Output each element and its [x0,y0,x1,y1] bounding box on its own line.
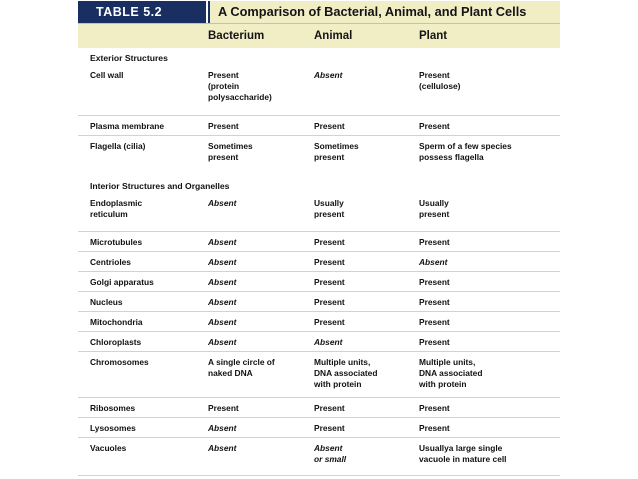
row-chloroplasts [78,331,560,352]
bacterium-cell: Absent [208,337,237,347]
row-ribosomes [78,397,560,418]
bacterium-cell: Sometimes present [208,141,253,162]
row-centrioles [78,251,560,272]
bacterium-cell: Present (protein polysaccharide) [208,70,272,102]
animal-cell: Present [314,237,345,247]
row-microtubules [78,231,560,252]
row-cell-wall [78,65,560,115]
row-label: Chromosomes [90,357,149,367]
row-label: Plasma membrane [90,121,165,131]
row-golgi-apparatus [78,271,560,292]
bacterium-cell: Present [208,403,239,413]
row-endoplasmic-reticulum [78,193,560,231]
row-label: Flagella (cilia) [90,141,146,151]
row-label: Centrioles [90,257,131,267]
table-title: A Comparison of Bacterial, Animal, and Plant Cells [208,1,560,23]
plant-cell: Usually present [419,198,450,219]
plant-cell: Present [419,317,450,327]
row-lysosomes [78,417,560,438]
row-mitochondria [78,311,560,332]
animal-cell: Present [314,121,345,131]
animal-cell: Usually present [314,198,345,219]
row-label: Nucleus [90,297,123,307]
plant-cell: Present [419,237,450,247]
row-nucleus [78,291,560,312]
row-label: Endoplasmic reticulum [90,198,143,219]
row-chromosomes [78,351,560,398]
comparison-table [78,1,560,477]
column-header-row [78,23,560,48]
row-label: Cell wall [90,70,124,80]
animal-cell: Sometimes present [314,141,359,162]
plant-cell: Absent [419,257,448,267]
bacterium-cell: Absent [208,317,237,327]
plant-cell: Present [419,337,450,347]
row-plasma-membrane [78,115,560,136]
bacterium-cell: Absent [208,237,237,247]
row-label: Golgi apparatus [90,277,154,287]
header-bacterium: Bacterium [208,30,265,42]
bacterium-cell: Absent [208,257,237,267]
row-label: Vacuoles [90,443,127,453]
row-label: Ribosomes [90,403,136,413]
bacterium-cell: A single circle of naked DNA [208,357,275,378]
row-label: Lysosomes [90,423,136,433]
plant-cell: Present [419,277,450,287]
plant-cell: Present [419,121,450,131]
animal-cell: Absent [314,337,343,347]
animal-cell: Present [314,297,345,307]
animal-cell: Present [314,317,345,327]
row-label: Microtubules [90,237,143,247]
bacterium-cell: Absent [208,423,237,433]
table-number: TABLE 5.2 [78,1,206,23]
bacterium-cell: Absent [208,198,237,208]
animal-cell: Multiple units, DNA associated with protein [314,357,378,389]
plant-cell: Sperm of a few species possess flagella [419,141,512,162]
section-exterior: Exterior Structures [90,53,168,63]
animal-cell: Present [314,403,345,413]
header-animal: Animal [314,30,353,42]
bacterium-cell: Absent [208,297,237,307]
row-label: Mitochondria [90,317,143,327]
plant-cell: Usuallya large single vacuole in mature cell [419,443,507,464]
plant-cell: Present [419,297,450,307]
section-interior: Interior Structures and Organelles [90,181,230,191]
row-vacuoles [78,437,560,476]
animal-cell: Present [314,423,345,433]
header-plant: Plant [419,30,448,42]
animal-cell: Absent [314,70,343,80]
plant-cell: Present (cellulose) [419,70,461,91]
animal-cell: Present [314,257,345,267]
plant-cell: Present [419,423,450,433]
row-flagella [78,135,560,170]
row-label: Chloroplasts [90,337,142,347]
bacterium-cell: Present [208,121,239,131]
plant-cell: Present [419,403,450,413]
bottom-rule [78,475,560,476]
bacterium-cell: Absent [208,277,237,287]
plant-cell: Multiple units, DNA associated with protein [419,357,483,389]
bacterium-cell: Absent [208,443,237,453]
animal-cell: Absent or small [314,443,347,464]
animal-cell: Present [314,277,345,287]
